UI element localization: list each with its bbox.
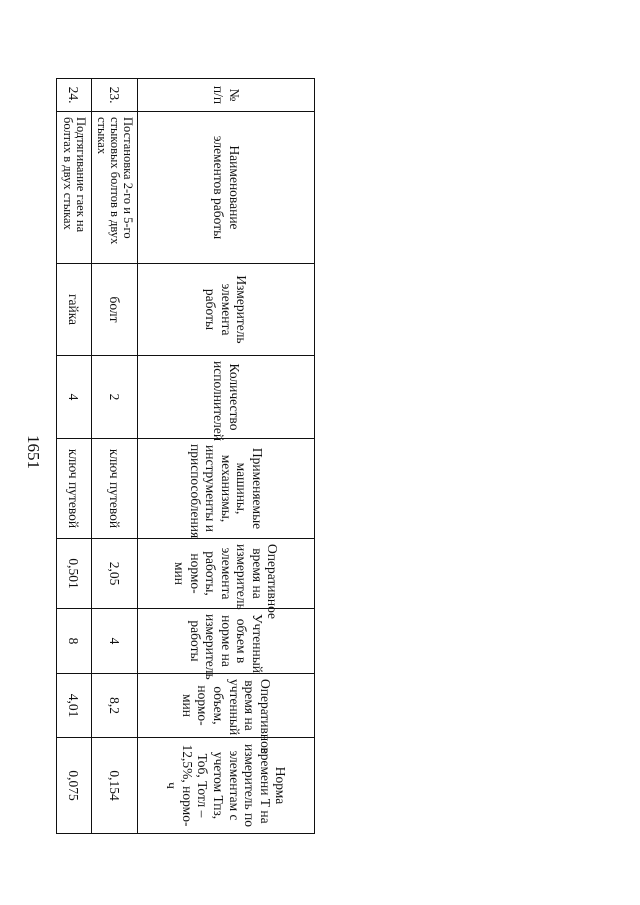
- table-row: [56, 79, 91, 834]
- cell-workers-count: 4: [56, 356, 91, 439]
- header-operative-time-volume: Оперативное время на учтенный объем, нормо-мин: [138, 674, 315, 738]
- cell-operative-time-volume: 8,2: [91, 674, 137, 738]
- header-work-element-name: Наименование элементов работы: [138, 112, 315, 264]
- cell-operative-time: 2,05: [91, 539, 137, 609]
- cell-number: 23.: [91, 79, 137, 112]
- cell-accounted-volume: 4: [91, 609, 137, 674]
- header-accounted-volume: Учтенный объем в норме на измеритель работы: [138, 609, 315, 674]
- cell-time-norm: 0,154: [91, 738, 137, 834]
- cell-workers-count: 2: [91, 356, 137, 439]
- table-row: [91, 79, 137, 834]
- cell-machines-tools: ключ путевой: [91, 439, 137, 539]
- cell-machines-tools: ключ путевой: [56, 439, 91, 539]
- header-work-element-meter: Измеритель элемента работы: [138, 264, 315, 356]
- cell-operative-time: 0,501: [56, 539, 91, 609]
- cell-work-element-name: Подтягивание гаек на болтах в двух стыках: [56, 112, 91, 264]
- header-machines-tools: Применяемые машины, механизмы, инструменты и приспособления: [138, 439, 315, 539]
- header-operative-time-per-meter: Оперативное время на измеритель элемента работы, нормо-мин: [138, 539, 315, 609]
- cell-work-element-name: Постановка 2-го и 5-го стыковых болтов в двух стыках: [91, 112, 137, 264]
- norm-table: [56, 78, 315, 834]
- cell-meter: болт: [91, 264, 137, 356]
- cell-operative-time-volume: 4,01: [56, 674, 91, 738]
- header-number: № п/п: [138, 79, 315, 112]
- cell-number: 24.: [56, 79, 91, 112]
- cell-time-norm: 0,075: [56, 738, 91, 834]
- page-number: 1651: [24, 435, 43, 469]
- cell-meter: гайка: [56, 264, 91, 356]
- table-header-row: [138, 79, 315, 834]
- header-workers-count: Количество исполнителей: [138, 356, 315, 439]
- norm-table-container: [60, 78, 315, 833]
- norm-table-rotator: [60, 78, 315, 833]
- header-time-norm: Норма времени Т на измеритель по элементам с учетом Тпз, Тоб, Тотл – 12,5%, нормо-ч: [138, 738, 315, 834]
- cell-accounted-volume: 8: [56, 609, 91, 674]
